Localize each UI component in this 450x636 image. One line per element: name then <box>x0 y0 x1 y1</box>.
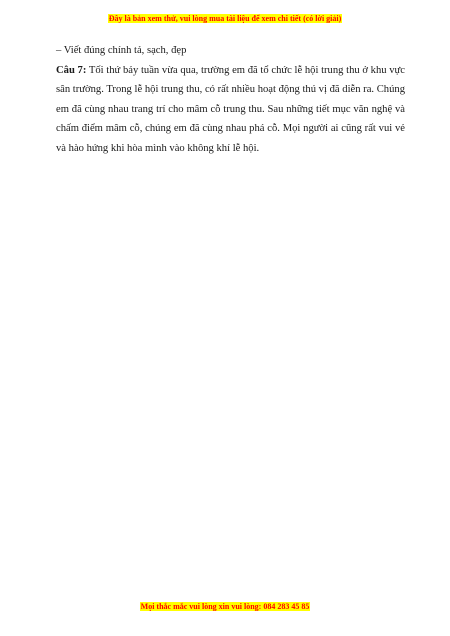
contact-footer-text: Mọi thắc mắc vui lòng xin vui lòng: 084 283 45 85 <box>140 602 310 611</box>
answer-paragraph <box>56 61 405 159</box>
contact-footer-banner <box>0 602 450 612</box>
question-label: Câu 7: <box>56 64 87 76</box>
answer-text: Tối thứ bảy tuần vừa qua, trường em đã tổ chức lễ hội trung thu ở khu vực sân trường. Trong lễ hội trung thu, có rất nhiều hoạt động thú vị đã diễn ra. Chúng em đã cùng nhau trang trí cho mâm cỗ trung thu. Sau những tiết mục văn nghệ và chấm điểm mâm cỗ, chúng em đã cùng nhau phá cỗ. Mọi người ai cũng rất vui vẻ và hào hứng khi hòa mình vào không khí lễ hội. <box>56 64 405 154</box>
document-body <box>56 41 405 159</box>
preview-notice-text: Đây là bản xem thử, vui lòng mua tài liệu để xem chi tiết (có lời giải) <box>108 14 342 23</box>
requirement-bullet: – Viết đúng chính tả, sạch, đẹp <box>56 45 187 56</box>
preview-notice-banner <box>0 14 450 24</box>
